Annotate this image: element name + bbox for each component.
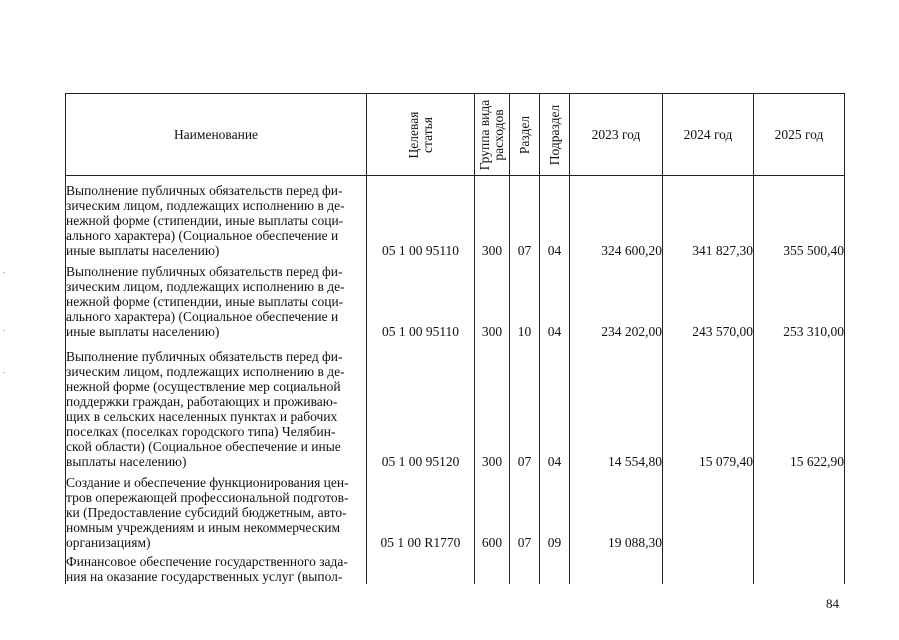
table-header-row (66, 94, 845, 176)
header-name: Наименование (66, 94, 367, 176)
row-section: 10 (510, 258, 540, 339)
row-amount-2024: 243 570,00 (663, 258, 754, 339)
row-expense-group: 300 (475, 339, 510, 469)
budget-table (65, 93, 845, 584)
row-amount-2023 (570, 550, 663, 584)
row-amount-2024: 15 079,40 (663, 339, 754, 469)
row-amount-2025: 15 622,90 (754, 339, 845, 469)
row-amount-2024 (663, 469, 754, 550)
row-section: 07 (510, 469, 540, 550)
row-section (510, 550, 540, 584)
row-target-article: 05 1 00 95110 (367, 176, 475, 258)
row-subsection: 09 (540, 469, 570, 550)
row-section: 07 (510, 176, 540, 258)
row-amount-2023: 234 202,00 (570, 258, 663, 339)
row-subsection: 04 (540, 176, 570, 258)
header-group-line1: Группа вида (477, 99, 492, 170)
header-2023: 2023 год (570, 94, 663, 176)
row-amount-2025: 355 500,40 (754, 176, 845, 258)
row-name: Выполнение публичных обязательств перед фи- зическим лицом, подлежащих исполнению в де- нежной форме (стипендии, иные выплаты соци- ального характера) (Социальное обеспечение и иные выплаты населению) (66, 258, 367, 339)
row-amount-2025 (754, 550, 845, 584)
table-row (66, 258, 845, 339)
header-target-article (367, 94, 475, 176)
row-amount-2025: 253 310,00 (754, 258, 845, 339)
row-section: 07 (510, 339, 540, 469)
row-expense-group (475, 550, 510, 584)
row-amount-2023: 19 088,30 (570, 469, 663, 550)
page-number: 84 (826, 596, 839, 611)
row-name: Выполнение публичных обязательств перед фи- зическим лицом, подлежащих исполнению в де- нежной форме (осуществление мер социальной поддержки граждан, работающих и проживаю- щих в сельских населенных пунктах и рабочих поселках (поселках городского типа) Челябин- ской области) (Социальное обеспечение и иные выплаты населению) (66, 339, 367, 469)
table-row (66, 176, 845, 258)
row-subsection: 04 (540, 258, 570, 339)
row-target-article: 05 1 00 95120 (367, 339, 475, 469)
scan-mark (3, 372, 5, 373)
row-target-article: 05 1 00 R1770 (367, 469, 475, 550)
header-group-line2: расходов (491, 108, 506, 161)
header-subsection: Подраздел (540, 94, 570, 176)
row-amount-2024: 341 827,30 (663, 176, 754, 258)
header-2024: 2024 год (663, 94, 754, 176)
row-expense-group: 600 (475, 469, 510, 550)
row-target-article: 05 1 00 95110 (367, 258, 475, 339)
row-amount-2024 (663, 550, 754, 584)
table-row (66, 469, 845, 550)
row-name: Создание и обеспечение функционирования цен- тров опережающей профессиональной подготов- ки (Предоставление субсидий бюджетным, авто- номным учреждениям и иным некоммерческим организациям) (66, 469, 367, 550)
scan-mark (3, 272, 5, 273)
row-amount-2023: 14 554,80 (570, 339, 663, 469)
row-name: Финансовое обеспечение государственного зада- ния на оказание государственных услуг (выпол- (66, 550, 367, 584)
row-target-article (367, 550, 475, 584)
row-amount-2023: 324 600,20 (570, 176, 663, 258)
row-subsection (540, 550, 570, 584)
row-name: Выполнение публичных обязательств перед фи- зическим лицом, подлежащих исполнению в де- нежной форме (стипендии, иные выплаты соци- ального характера) (Социальное обеспечение и иные выплаты населению) (66, 176, 367, 258)
row-expense-group: 300 (475, 258, 510, 339)
table-row (66, 339, 845, 469)
header-target-line2: статья (419, 116, 435, 153)
scan-mark (3, 330, 5, 331)
header-target-line1: Целевая (405, 111, 421, 158)
header-2025: 2025 год (754, 94, 845, 176)
row-subsection: 04 (540, 339, 570, 469)
row-amount-2025 (754, 469, 845, 550)
header-section: Раздел (510, 94, 540, 176)
row-expense-group: 300 (475, 176, 510, 258)
table-row (66, 550, 845, 584)
header-expense-group (475, 94, 510, 176)
